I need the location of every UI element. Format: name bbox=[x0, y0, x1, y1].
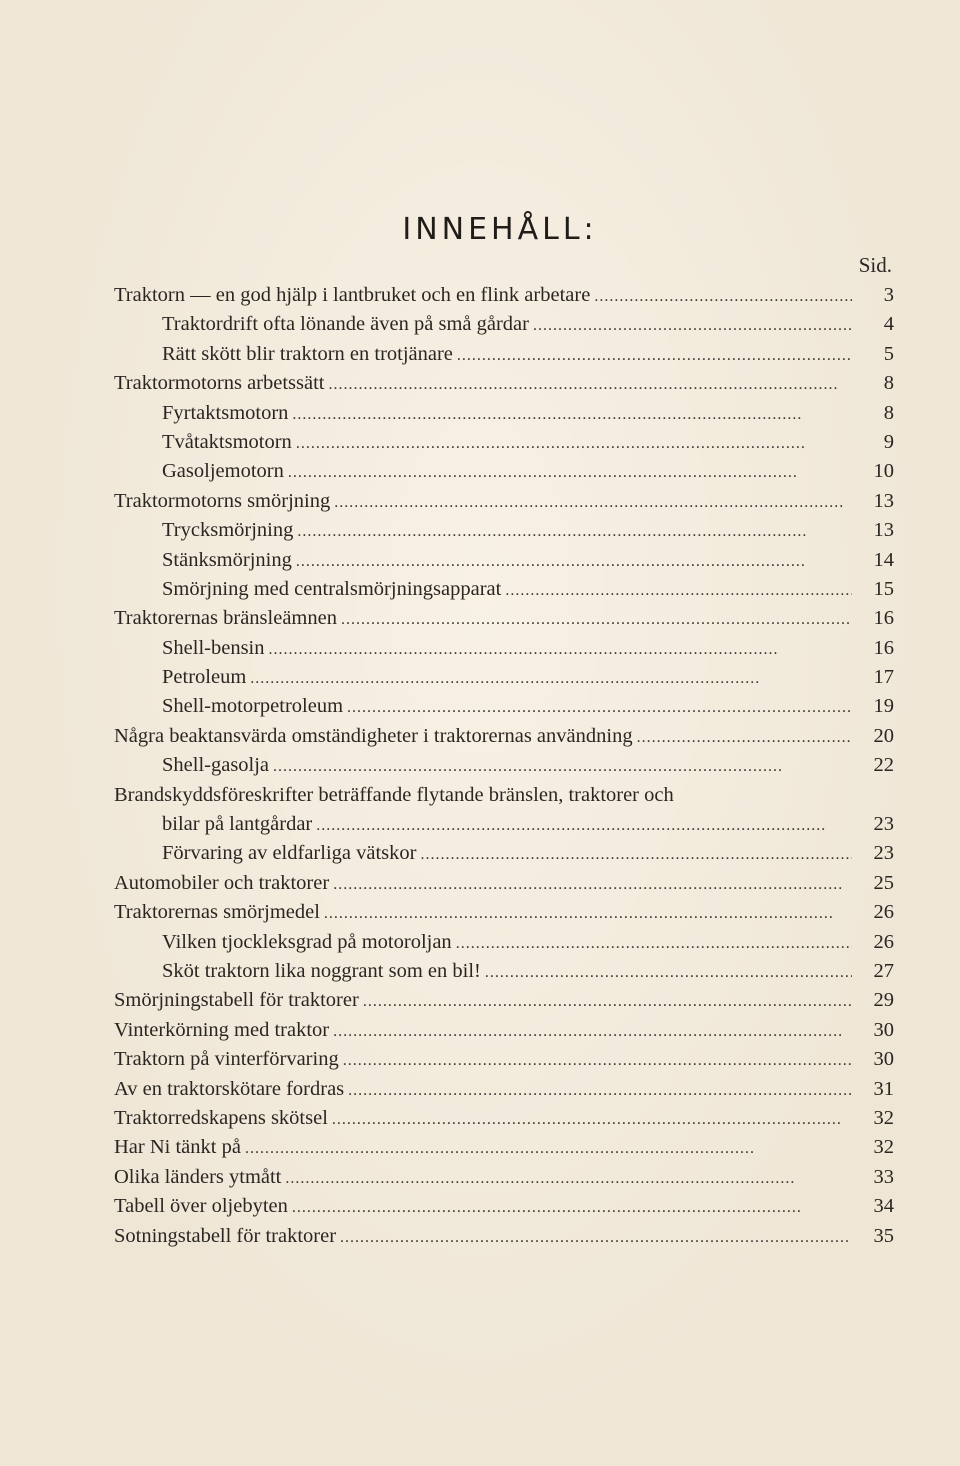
toc-entry-title: Har Ni tänkt på bbox=[114, 1136, 241, 1159]
toc-entry bbox=[114, 1163, 894, 1192]
toc-entry-page: 23 bbox=[873, 842, 894, 865]
toc-entry-title: Gasoljemotorn bbox=[162, 460, 284, 483]
toc-entry-page: 20 bbox=[873, 724, 894, 747]
toc-entry bbox=[114, 839, 894, 868]
toc-entry-page: 32 bbox=[873, 1106, 894, 1129]
toc-entry-page: 35 bbox=[873, 1224, 894, 1247]
toc-entry-title: Fyrtaktsmotorn bbox=[162, 401, 289, 424]
toc-entry-title: Rätt skött blir traktorn en trotjänare bbox=[162, 342, 453, 365]
toc-leader-dots bbox=[273, 751, 852, 781]
toc-entry-page: 26 bbox=[873, 901, 894, 924]
toc-leader-dots bbox=[292, 399, 852, 429]
toc-entry-page: 13 bbox=[873, 519, 894, 542]
toc-entry bbox=[114, 634, 894, 663]
toc-entry-title: Sotningstabell för traktorer bbox=[114, 1224, 337, 1247]
toc-leader-dots bbox=[292, 1192, 852, 1222]
toc-leader-dots bbox=[269, 634, 853, 664]
toc-entry-page: 4 bbox=[883, 313, 894, 336]
toc-leader-dots bbox=[485, 957, 852, 987]
toc-leader-dots bbox=[505, 575, 852, 605]
toc-entry-title: Vinterkörning med traktor bbox=[114, 1018, 330, 1041]
toc-leader-dots bbox=[250, 663, 852, 693]
toc-entry-page: 33 bbox=[873, 1165, 894, 1188]
toc-leader-dots bbox=[334, 487, 852, 517]
toc-entry-page: 34 bbox=[873, 1195, 894, 1218]
toc-leader-dots bbox=[288, 457, 852, 487]
toc-leader-dots bbox=[420, 839, 852, 869]
toc-entry-title: bilar på lantgårdar bbox=[162, 813, 313, 836]
toc-leader-dots bbox=[333, 1016, 852, 1046]
toc-leader-dots bbox=[324, 898, 852, 928]
toc-entry bbox=[114, 487, 894, 516]
toc-entry-title: Traktormotorns arbetssätt bbox=[114, 372, 325, 395]
toc-leader-dots bbox=[456, 928, 852, 958]
toc-entry-title: Traktormotorns smörjning bbox=[114, 489, 331, 512]
toc-entry-page: 14 bbox=[873, 548, 894, 571]
toc-entry-title: Petroleum bbox=[162, 666, 247, 689]
toc-entry bbox=[114, 457, 894, 486]
toc-entry-page: 13 bbox=[873, 489, 894, 512]
toc-entry-title: Sköt traktorn lika noggrant som en bil! bbox=[162, 959, 481, 982]
toc-entry-page: 26 bbox=[873, 930, 894, 953]
toc-entry bbox=[114, 428, 894, 457]
toc-leader-dots bbox=[340, 1222, 852, 1252]
toc-entry-title: Trycksmörjning bbox=[162, 519, 294, 542]
toc-leader-dots bbox=[329, 369, 853, 399]
toc-entry-title: Smörjningstabell för traktorer bbox=[114, 989, 359, 1012]
toc-leader-dots bbox=[296, 546, 852, 576]
toc-entry-page: 29 bbox=[873, 989, 894, 1012]
toc-entry bbox=[114, 663, 894, 692]
toc-entry bbox=[114, 546, 894, 575]
toc-entry bbox=[114, 1016, 894, 1045]
toc-leader-dots bbox=[245, 1133, 852, 1163]
toc-entry bbox=[114, 722, 894, 751]
toc-entry bbox=[114, 957, 894, 986]
toc-entry-title: Traktordrift ofta lönande även på små gårdar bbox=[162, 313, 529, 336]
toc-entry-title: Traktorredskapens skötsel bbox=[114, 1106, 328, 1129]
toc-entry bbox=[114, 781, 894, 810]
toc-entry bbox=[114, 369, 894, 398]
toc-entry bbox=[114, 1075, 894, 1104]
toc-entry bbox=[114, 575, 894, 604]
toc-entry-page: 3 bbox=[883, 284, 894, 306]
toc-entry bbox=[114, 751, 894, 780]
toc-entry-page: 5 bbox=[883, 342, 894, 365]
toc-entry bbox=[114, 1133, 894, 1162]
toc-entry bbox=[114, 340, 894, 369]
toc-leader-dots bbox=[363, 986, 852, 1016]
toc-entry bbox=[114, 810, 894, 839]
toc-leader-dots bbox=[637, 722, 852, 752]
toc-entry-title: Traktorernas bränsleämnen bbox=[114, 607, 337, 630]
toc-entry-page: 27 bbox=[873, 959, 894, 982]
toc-entry-page: 32 bbox=[873, 1136, 894, 1159]
toc-entry-page: 15 bbox=[873, 577, 894, 600]
toc-entry-title: Shell-motorpetroleum bbox=[162, 695, 344, 718]
table-of-contents bbox=[114, 281, 894, 1251]
toc-leader-dots bbox=[533, 310, 852, 340]
toc-entry bbox=[114, 928, 894, 957]
toc-entry-title: Shell-gasolja bbox=[162, 754, 270, 777]
toc-entry bbox=[114, 1222, 894, 1251]
toc-leader-dots bbox=[348, 1075, 852, 1105]
toc-entry-page: 8 bbox=[883, 401, 894, 424]
toc-entry bbox=[114, 1104, 894, 1133]
page-title: INNEHÅLL: bbox=[402, 212, 598, 247]
toc-leader-dots bbox=[457, 340, 852, 370]
toc-leader-dots bbox=[594, 281, 852, 311]
toc-leader-dots bbox=[341, 604, 852, 634]
toc-entry bbox=[114, 516, 894, 545]
toc-entry-title: Olika länders ytmått bbox=[114, 1165, 282, 1188]
toc-leader-dots bbox=[343, 1045, 852, 1075]
toc-entry-title: Traktorn på vinterförvaring bbox=[114, 1048, 339, 1071]
toc-entry-page: 16 bbox=[873, 636, 894, 659]
toc-entry-page: 8 bbox=[883, 372, 894, 395]
toc-entry-title: Tvåtaktsmotorn bbox=[162, 430, 292, 453]
toc-entry-title: Traktorernas smörjmedel bbox=[114, 901, 320, 924]
toc-entry bbox=[114, 869, 894, 898]
toc-entry-title: Automobiler och traktorer bbox=[114, 871, 330, 894]
toc-entry-title: Brandskyddsföreskrifter beträffande flytande bränslen, traktorer och bbox=[114, 783, 674, 806]
toc-entry-title: Förvaring av eldfarliga vätskor bbox=[162, 842, 417, 865]
toc-entry bbox=[114, 692, 894, 721]
toc-entry-page: 10 bbox=[873, 460, 894, 483]
toc-entry bbox=[114, 1045, 894, 1074]
toc-entry-title: Vilken tjockleksgrad på motoroljan bbox=[162, 930, 452, 953]
toc-entry-page: 9 bbox=[883, 430, 894, 453]
toc-leader-dots bbox=[296, 428, 852, 458]
toc-entry bbox=[114, 281, 894, 310]
toc-entry-page: 31 bbox=[873, 1077, 894, 1100]
toc-entry-title: Smörjning med centralsmörjningsapparat bbox=[162, 577, 502, 600]
toc-entry bbox=[114, 986, 894, 1015]
toc-entry-page: 25 bbox=[873, 871, 894, 894]
toc-entry bbox=[114, 604, 894, 633]
toc-entry-title: Tabell över oljebyten bbox=[114, 1195, 288, 1218]
toc-entry bbox=[114, 399, 894, 428]
toc-leader-dots bbox=[297, 516, 852, 546]
toc-entry-title: Av en traktorskötare fordras bbox=[114, 1077, 345, 1100]
toc-entry-page: 19 bbox=[873, 695, 894, 718]
toc-entry bbox=[114, 898, 894, 927]
toc-entry-page: 16 bbox=[873, 607, 894, 630]
toc-entry-page: 30 bbox=[873, 1048, 894, 1071]
toc-entry-title: Shell-bensin bbox=[162, 636, 265, 659]
toc-leader-dots bbox=[347, 692, 852, 722]
toc-entry-page: 17 bbox=[873, 666, 894, 689]
toc-entry-title: Några beaktansvärda omständigheter i traktorernas användning bbox=[114, 724, 633, 747]
toc-entry bbox=[114, 1192, 894, 1221]
toc-entry bbox=[114, 310, 894, 339]
toc-entry-title: Traktorn — en god hjälp i lantbruket och en flink arbetare bbox=[114, 284, 591, 306]
toc-leader-dots bbox=[316, 810, 852, 840]
toc-entry-page: 22 bbox=[873, 754, 894, 777]
toc-leader-dots bbox=[333, 869, 852, 899]
toc-entry-page: 23 bbox=[873, 813, 894, 836]
toc-leader-dots bbox=[285, 1163, 852, 1193]
toc-leader-dots bbox=[332, 1104, 852, 1134]
page-column-label: Sid. bbox=[858, 253, 892, 277]
toc-entry-page: 30 bbox=[873, 1018, 894, 1041]
toc-entry-title: Stänksmörjning bbox=[162, 548, 292, 571]
